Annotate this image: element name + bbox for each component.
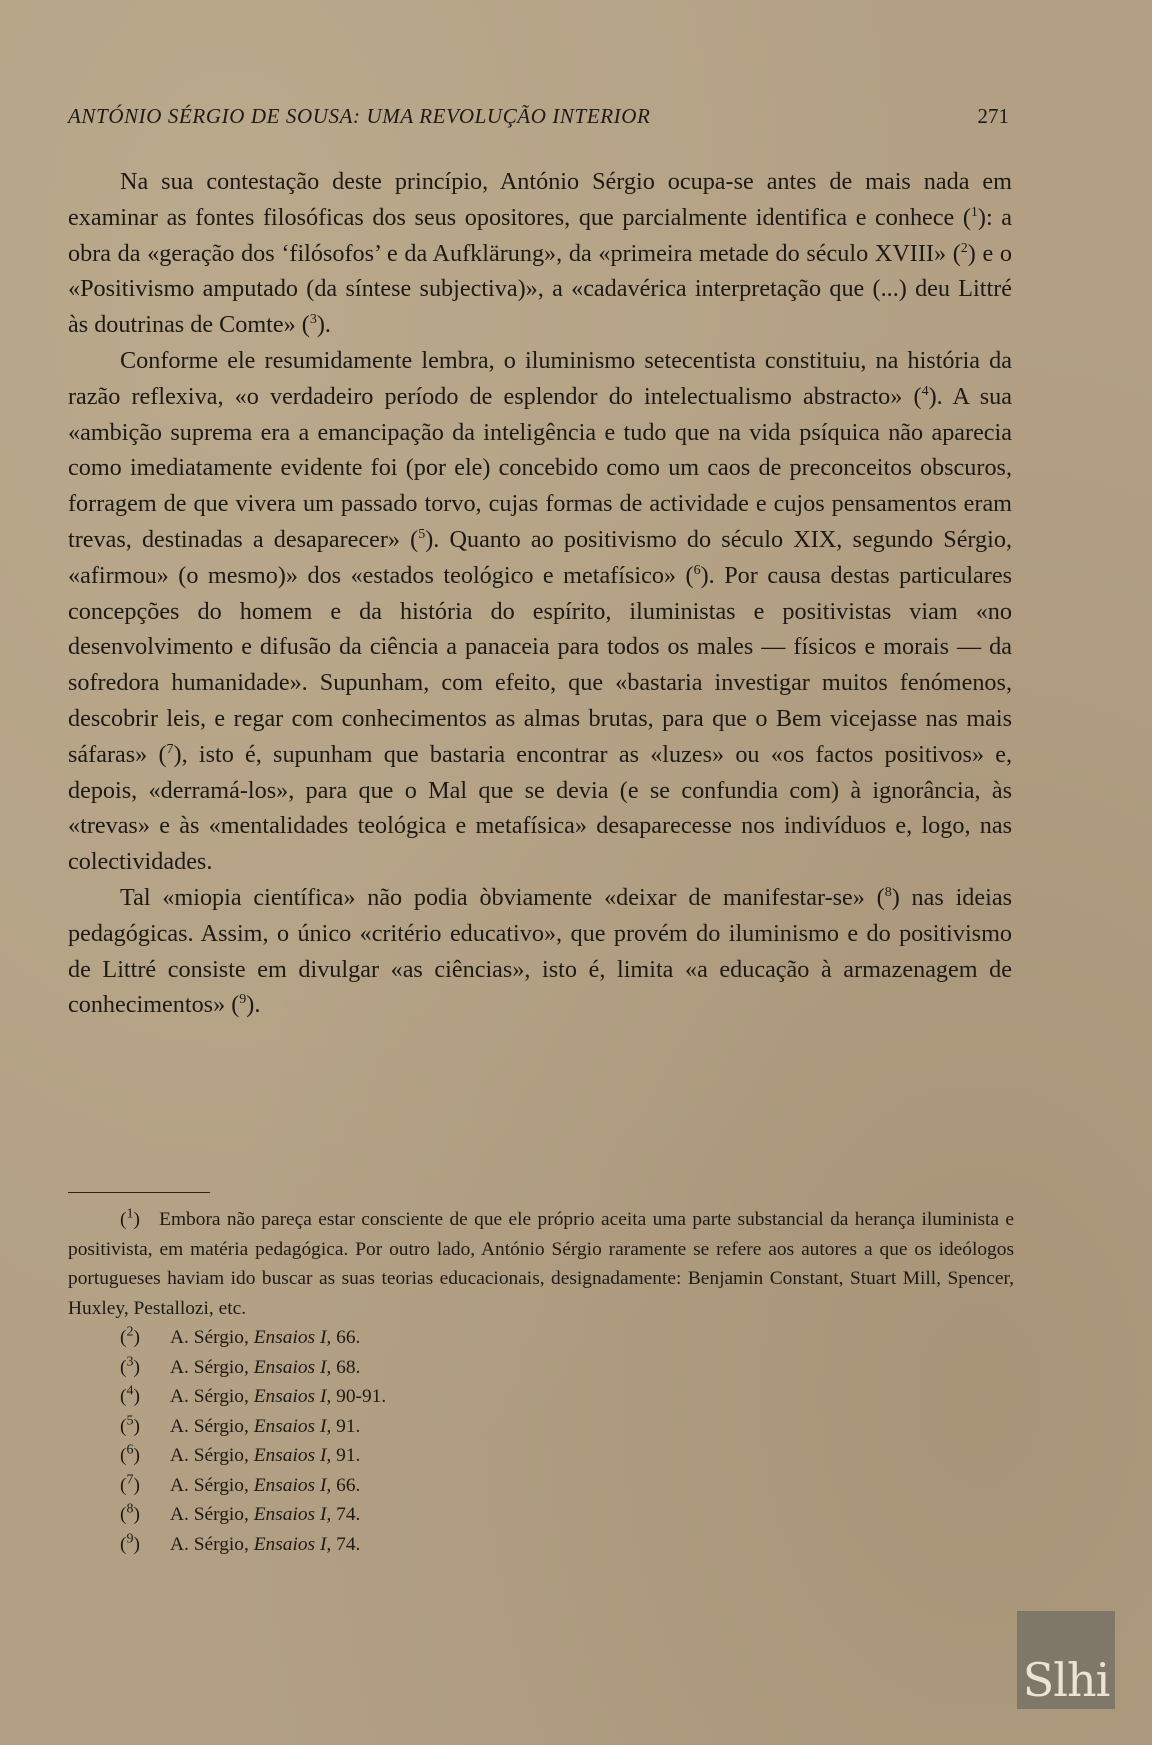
paragraph-1 <box>68 164 1012 343</box>
footnote-6-author: A. Sérgio, <box>170 1445 249 1466</box>
footnote-3-num: 3 <box>126 1354 134 1370</box>
footnote-ref-6: 6 <box>693 562 701 578</box>
footnote-ref-7: 7 <box>166 741 174 757</box>
footnote-6-num: 6 <box>126 1442 134 1458</box>
footnote-ref-2: 2 <box>960 240 968 256</box>
paragraph-3-text-a: Tal «miopia científica» não podia òbviamente «deixar de manifestar-se» ( <box>120 883 885 911</box>
paragraph-2-text-e: ), isto é, supunham que bastaria encontrar as «luzes» ou «os factos positivos» e, depois, «derramá-los», para que o Mal que se devia (e se confundia com) à ignorância, às «trevas» e às «mentalidades teológica e metafísica» desaparecesse nos indivíduos e, logo, nas colectividades. <box>68 740 1012 876</box>
paragraph-1-text-b: ): a obra da «geração dos ‘filósofos’ e da Aufklärung», da «primeira metade do século XVIII» ( <box>68 203 1013 267</box>
footnote-6-mark: ($^6$) <box>120 1442 140 1466</box>
footnote-8-work: Ensaios I, <box>253 1504 332 1525</box>
paragraph-2-text-a: Conforme ele resumidamente lembra, o iluminismo setecentista constituiu, na história da razão reflexiva, «o verdadeiro período de esplendor do intelectualismo abstracto» ( <box>68 346 1012 410</box>
footnote-7-work: Ensaios I, <box>253 1474 332 1496</box>
footnote-9-page: 74. <box>336 1533 361 1555</box>
paragraph-3-text-b: ) nas ideias pedagógicas. Assim, o único «critério educativo», que provém do iluminismo e do positivismo de Littré consiste em divulgar «as ciências», isto é, limita «a educação à armazenagem de conhecimentos» ( <box>68 883 1012 1019</box>
footnote-1 <box>68 1205 1014 1323</box>
footnote-9-author: A. Sérgio, <box>170 1533 249 1555</box>
paragraph-1-text-d: ). <box>316 311 331 339</box>
footnote-2-mark: ($^2$) <box>120 1324 140 1348</box>
footnote-ref-4: 4 <box>921 383 929 399</box>
paragraph-3-text-c: ). <box>246 991 261 1019</box>
footnote-separator <box>68 1192 210 1193</box>
footnote-9 <box>68 1530 1014 1560</box>
footnote-6-page: 91. <box>336 1445 361 1466</box>
footnote-4-mark: ($^4$) <box>120 1383 140 1407</box>
footnote-1-mark-close: ) <box>133 1209 140 1230</box>
footnote-ref-1: 1 <box>970 204 978 220</box>
footnote-4-work: Ensaios I, <box>253 1386 332 1407</box>
footnote-ref-3: 3 <box>309 312 317 328</box>
footnote-4-num: 4 <box>126 1383 134 1399</box>
footnote-8-page: 74. <box>336 1504 361 1525</box>
paragraph-2-text-d: ). Por causa destas particulares concepções do homem e da história do espírito, iluministas e positivistas viam «no desenvolvimento e difusão da ciência a panaceia para todos os males — físicos e morais — da sofredora humanidade». Supunham, com efeito, que «bastaria investigar muitos fenómenos, descobrir leis, e regar com conhecimentos as almas brutas, para que o Bem vicejasse nas mais sáfaras» ( <box>68 561 1012 768</box>
footnote-5-author: A. Sérgio, <box>170 1415 249 1437</box>
footnote-5-num: 5 <box>126 1413 134 1429</box>
footnote-5-mark: ($^5$) <box>120 1413 140 1437</box>
main-text <box>68 164 1012 1023</box>
footnote-2-work: Ensaios I, <box>253 1327 332 1348</box>
footnote-1-mark-num: 1 <box>126 1206 134 1222</box>
paragraph-2-text-b: ). A sua «ambição suprema era a emancipação da inteligência e tudo que na vida psíquica não aparecia como imediatamente evidente foi (por ele) concebido como um caos de preconceitos obscuros, forragem de que vivera um passado torvo, cujas formas de actividade e cujos pensamentos eram trevas, destinadas a desaparecer» ( <box>68 382 1012 553</box>
footnote-8-mark: ($^8$) <box>120 1501 140 1525</box>
footnote-ref-5: 5 <box>418 526 426 542</box>
footnote-5-work: Ensaios I, <box>253 1415 332 1437</box>
footnote-6-work: Ensaios I, <box>253 1445 332 1466</box>
footnote-5-page: 91. <box>336 1415 361 1437</box>
footnote-3-author: A. Sérgio, <box>170 1356 249 1378</box>
paragraph-1-text-c: ) e o «Positivismo amputado (da síntese subjectiva)», a «cadavérica interpretação que (...) deu Littré às doutrinas de Comte» ( <box>68 239 1012 339</box>
footnote-3-mark: ($^3$) <box>120 1354 140 1378</box>
publisher-logo <box>1017 1611 1115 1709</box>
footnote-8-author: A. Sérgio, <box>170 1504 249 1525</box>
footnote-ref-8: 8 <box>884 884 892 900</box>
page-header <box>68 104 1009 134</box>
footnote-2-author: A. Sérgio, <box>170 1327 249 1348</box>
footnote-4-author: A. Sérgio, <box>170 1386 249 1407</box>
footnote-7-num: 7 <box>126 1472 134 1488</box>
footnote-4-page: 90-91. <box>336 1386 387 1407</box>
footnote-6 <box>68 1441 1014 1471</box>
paragraph-2-text-c: ). Quanto ao positivismo do século XIX, segundo Sérgio, «afirmou» (o mesmo)» dos «estados teológico e metafísico» ( <box>68 525 1012 589</box>
paragraph-1-text-a: Na sua contestação deste princípio, António Sérgio ocupa-se antes de mais nada em examinar as fontes filosóficas dos seus opositores, que parcialmente identifica e conhece ( <box>68 168 1012 231</box>
footnote-9-num: 9 <box>126 1531 134 1547</box>
footnote-2 <box>68 1323 1014 1353</box>
footnote-1-text: Embora não pareça estar consciente de que ele próprio aceita uma parte substancial da herança iluminista e positivista, em matéria pedagógica. Por outro lado, António Sérgio raramente se refere aos autores a que os ideólogos portugueses haviam ido buscar as suas teorias educacionais, designadamente: Benjamin Constant, Stuart Mill, Spencer, Huxley, Pestallozi, etc. <box>68 1209 1015 1319</box>
footnote-2-page: 66. <box>336 1327 361 1348</box>
footnote-7-page: 66. <box>336 1474 361 1496</box>
footnote-3-page: 68. <box>336 1356 361 1378</box>
footnote-7-mark: ($^7$) <box>120 1472 140 1496</box>
footnote-4 <box>68 1382 1014 1412</box>
logo-text: Slhi <box>1022 1653 1110 1707</box>
footnote-9-work: Ensaios I, <box>253 1533 332 1555</box>
footnote-1-mark-open: ( <box>120 1209 127 1230</box>
page-number: 271 <box>977 104 1009 128</box>
footnote-1-mark <box>120 1206 140 1230</box>
footnote-7-author: A. Sérgio, <box>170 1474 249 1496</box>
footnote-ref-9: 9 <box>239 992 247 1008</box>
paragraph-3 <box>68 880 1012 1023</box>
footnote-3-work: Ensaios I, <box>253 1356 332 1378</box>
footnote-5 <box>68 1412 1014 1442</box>
footnote-3 <box>68 1353 1014 1383</box>
footnote-8 <box>68 1500 1014 1530</box>
paragraph-2 <box>68 343 1012 880</box>
footnote-7 <box>68 1471 1014 1501</box>
running-head: ANTÓNIO SÉRGIO DE SOUSA: UMA REVOLUÇÃO INTERIOR <box>68 104 651 128</box>
footnote-9-mark: ($^9$) <box>120 1531 140 1555</box>
footnote-8-num: 8 <box>126 1501 134 1517</box>
footnote-2-num: 2 <box>126 1324 134 1340</box>
footnotes <box>68 1205 1014 1559</box>
